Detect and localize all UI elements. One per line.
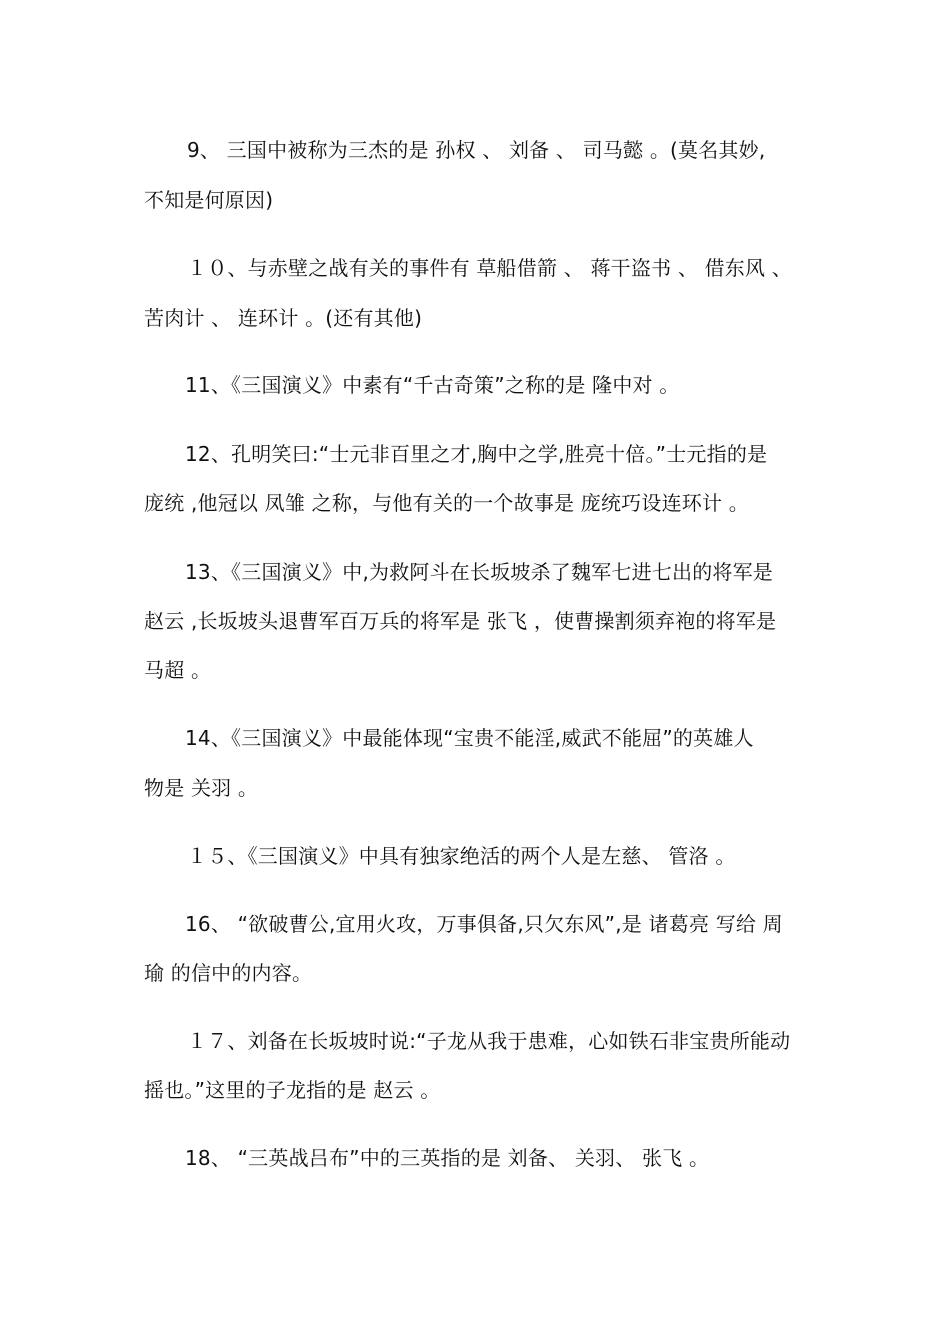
text-line-q16-b: 瑜 的信中的内容。 (144, 961, 313, 985)
text-line-q15: １５、《三国演义》中具有独家绝活的两个人是左慈、 管洛 。 (187, 844, 736, 868)
text-line-q17-b: 摇也。”这里的子龙指的是 赵云 。 (144, 1078, 441, 1102)
text-line-q13-b: 赵云 ,长坂坡头退曹军百万兵的将军是 张飞 ，使曹操割须弃袍的将军是 (144, 609, 777, 633)
text-line-q9-b: 不知是何原因) (144, 188, 274, 212)
text-line-q10-b: 苦肉计 、 连环计 。(还有其他) (144, 306, 423, 330)
text-line-q9-a: 9、 三国中被称为三杰的是 孙权 、 刘备 、 司马懿 。(莫名其妙, (187, 138, 766, 162)
text-line-q14-a: 14、《三国演义》中最能体现“宝贵不能淫,威武不能屈”的英雄人 (185, 726, 754, 750)
text-line-q13-c: 马超 。 (144, 658, 212, 682)
text-line-q12-a: 12、孔明笑曰:“士元非百里之才,胸中之学,胜亮十倍。”士元指的是 (185, 442, 768, 466)
text-line-q14-b: 物是 关羽 。 (144, 776, 259, 800)
text-line-q16-a: 16、 “欲破曹公,宜用火攻，万事俱备,只欠东风”,是 诸葛亮 写给 周 (185, 912, 783, 936)
text-line-q11: 11、《三国演义》中素有“千古奇策”之称的是 隆中对 。 (185, 373, 680, 397)
text-line-q17-a: １７、刘备在长坂坡时说:“子龙从我于患难，心如铁石非宝贵所能动 (187, 1029, 791, 1053)
text-line-q10-a: １０、与赤壁之战有关的事件有 草船借箭 、 蒋干盗书 、 借东风 、 (187, 256, 792, 280)
text-line-q12-b: 庞统 ,他冠以 凤雏 之称，与他有关的一个故事是 庞统巧设连环计 。 (144, 491, 749, 515)
text-line-q13-a: 13、《三国演义》中,为救阿斗在长坂坡杀了魏军七进七出的将军是 (185, 560, 774, 584)
text-line-q18: 18、 “三英战吕布”中的三英指的是 刘备、 关羽、 张飞 。 (185, 1146, 710, 1170)
